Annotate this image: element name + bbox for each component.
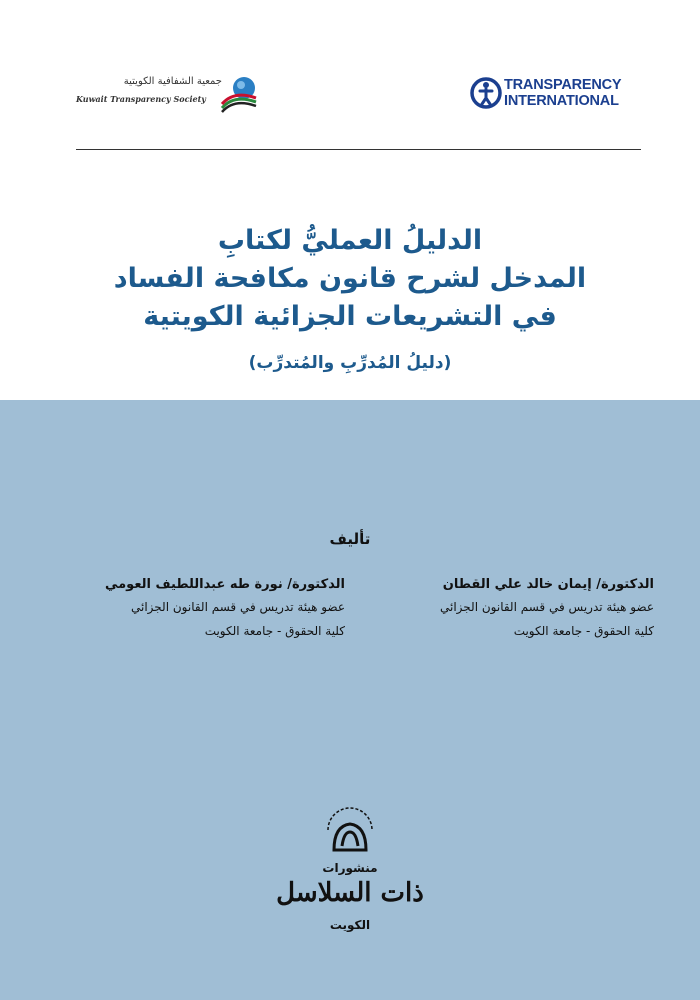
book-title (0, 222, 700, 336)
author-2-role: عضو هيئة تدريس في قسم القانون الجزائي (131, 600, 345, 614)
authorship-label: تأليف (329, 530, 371, 548)
ti-figure-icon (470, 76, 502, 110)
cover-top-section (0, 0, 700, 400)
author-1-role: عضو هيئة تدريس في قسم القانون الجزائي (440, 600, 654, 614)
ti-line-1: TRANSPARENCY (504, 77, 622, 93)
author-2-affiliation: كلية الحقوق - جامعة الكويت (204, 624, 345, 638)
publisher-name: ذات السلاسل (276, 878, 424, 908)
title-line-1: الدليلُ العمليُّ لكتابِ (217, 225, 483, 256)
title-line-3: في التشريعات الجزائية الكويتية (143, 301, 557, 332)
kuwait-transparency-society-logo (70, 72, 260, 116)
author-2 (65, 575, 345, 643)
author-1 (374, 575, 654, 643)
author-1-affiliation: كلية الحقوق - جامعة الكويت (513, 624, 654, 638)
header-divider (76, 149, 641, 150)
publisher-city: الكويت (329, 918, 371, 932)
ti-line-2: INTERNATIONAL (504, 93, 619, 109)
title-line-2: المدخل لشرح قانون مكافحة الفساد (113, 263, 587, 294)
publisher-block (250, 796, 450, 976)
ti-wordmark (504, 77, 621, 109)
publisher-emblem-icon (320, 796, 380, 856)
publisher-label: منشورات (322, 861, 378, 875)
transparency-international-logo (470, 76, 650, 112)
author-2-name: الدكتورة/ نورة طه عبداللطيف العومي (104, 577, 345, 592)
kts-arabic-name: جمعية الشفافية الكويتية (123, 76, 222, 87)
author-1-name: الدكتورة/ إيمان خالد علي القطان (442, 577, 654, 592)
kts-swoosh-icon (220, 74, 260, 114)
kts-english-name: Kuwait Transparency Society (76, 94, 206, 104)
book-subtitle: (دليلُ المُدرِّبِ والمُتدرِّب) (248, 353, 452, 373)
